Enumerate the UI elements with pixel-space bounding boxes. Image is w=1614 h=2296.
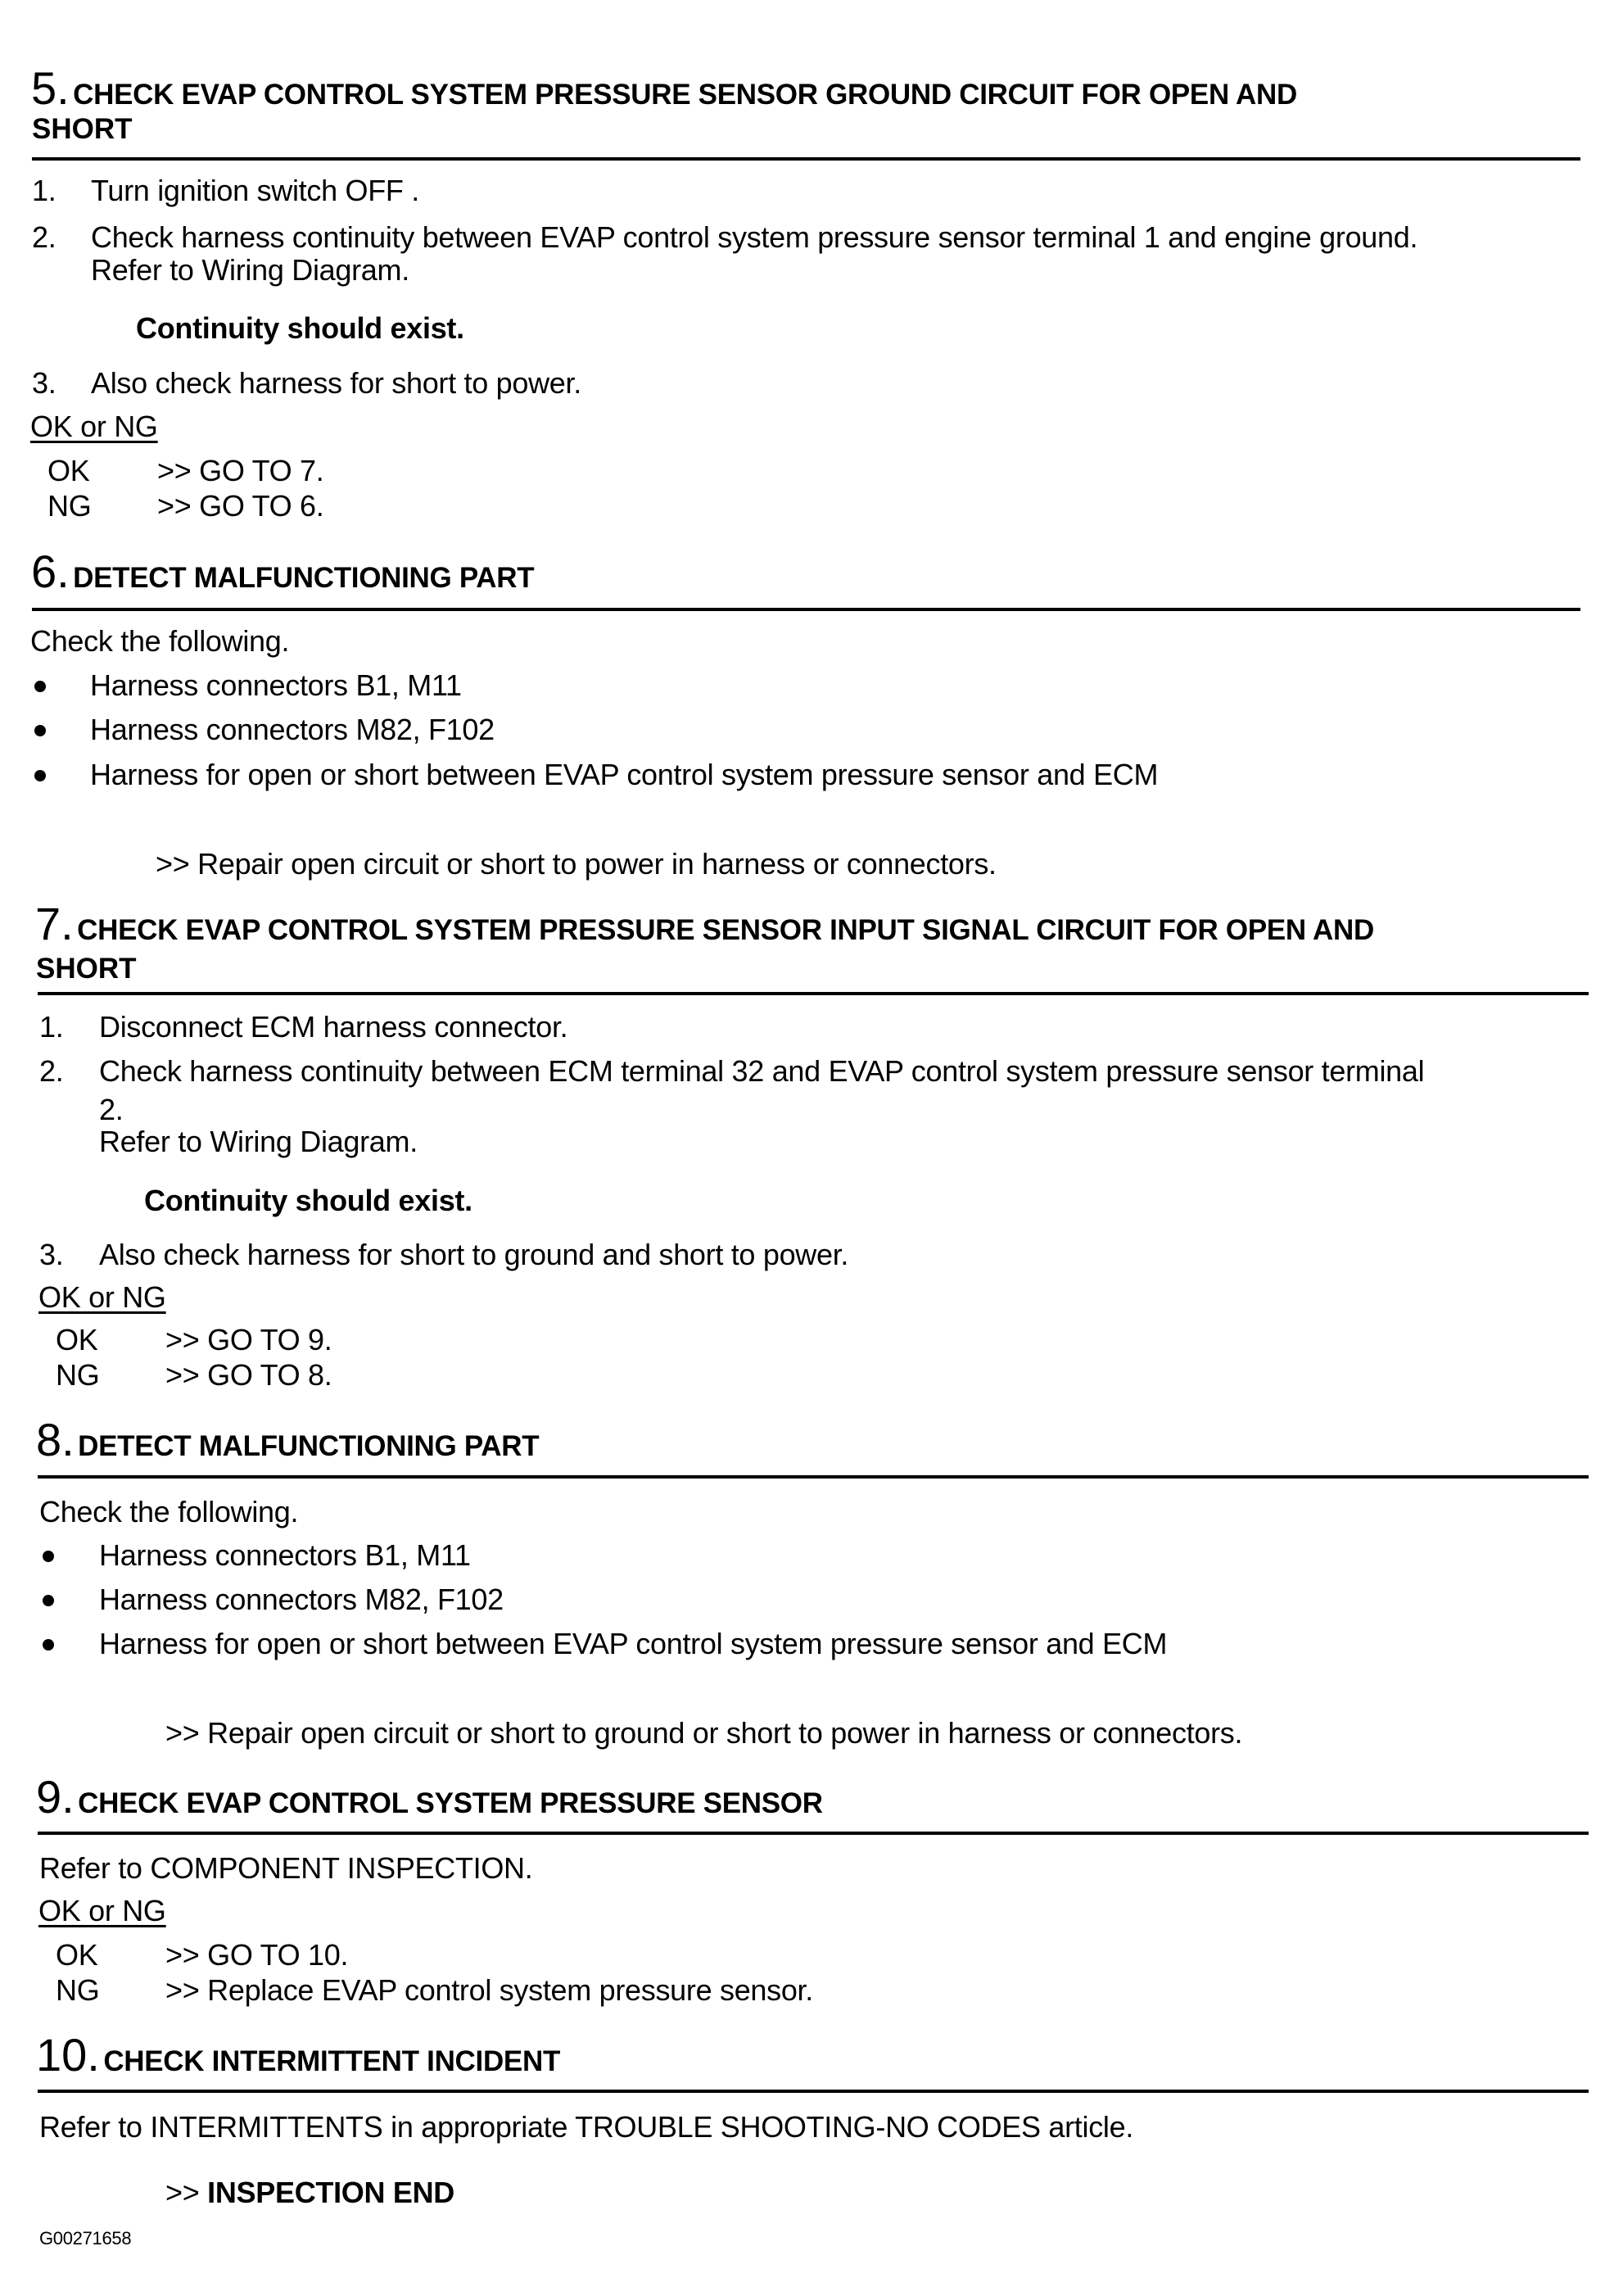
- ok-or-ng-label: OK or NG: [38, 1894, 166, 1927]
- ng-label: NG: [56, 1358, 100, 1392]
- repair-action: >> Repair open circuit or short to power in harness or connectors.: [156, 847, 997, 881]
- bullet-icon: [43, 1595, 54, 1606]
- step-item: Also check harness for short to power.: [91, 366, 581, 400]
- ok-action: >> GO TO 9.: [165, 1323, 332, 1356]
- divider: [38, 992, 1589, 995]
- bullet-icon: [43, 1639, 54, 1651]
- step-item: 2.: [99, 1093, 124, 1126]
- repair-action: >> Repair open circuit or short to ground or short to power in harness or connectors.: [165, 1716, 1243, 1750]
- list-item: Harness for open or short between EVAP control system pressure sensor and ECM: [99, 1627, 1168, 1660]
- item-number: 1.: [32, 174, 57, 207]
- list-item: Harness connectors B1, M11: [99, 1538, 471, 1572]
- ok-label: OK: [56, 1323, 98, 1356]
- bullet-icon: [34, 681, 46, 692]
- step-item: Also check harness for short to ground and short to power.: [99, 1238, 849, 1271]
- step-9-heading: 9. CHECK EVAP CONTROL SYSTEM PRESSURE SENSOR: [36, 1771, 823, 1823]
- step-10-heading: 10. CHECK INTERMITTENT INCIDENT: [36, 2029, 561, 2081]
- item-number: 2.: [39, 1054, 64, 1088]
- item-number: 3.: [32, 366, 57, 400]
- divider: [32, 608, 1580, 611]
- divider: [38, 1475, 1589, 1479]
- divider: [32, 157, 1580, 161]
- step-7-heading-cont: SHORT: [36, 953, 137, 985]
- divider: [38, 1832, 1589, 1835]
- ok-or-ng-label: OK or NG: [30, 410, 158, 443]
- list-item: Harness for open or short between EVAP control system pressure sensor and ECM: [90, 758, 1159, 791]
- step-7-heading: 7. CHECK EVAP CONTROL SYSTEM PRESSURE SENSOR INPUT SIGNAL CIRCUIT FOR OPEN AND: [35, 898, 1374, 949]
- bullet-icon: [34, 725, 46, 736]
- list-item: Harness connectors M82, F102: [99, 1583, 504, 1616]
- ng-label: NG: [56, 1973, 100, 2007]
- divider: [38, 2090, 1589, 2093]
- step-5-heading: 5. CHECK EVAP CONTROL SYSTEM PRESSURE SENSOR GROUND CIRCUIT FOR OPEN AND: [31, 62, 1297, 114]
- list-item: Harness connectors B1, M11: [90, 668, 462, 702]
- ok-or-ng-label: OK or NG: [38, 1280, 166, 1314]
- ok-action: >> GO TO 7.: [157, 454, 324, 487]
- figure-id: G00271658: [39, 2228, 132, 2248]
- step-item: Refer to Wiring Diagram.: [91, 253, 409, 287]
- ok-label: OK: [47, 454, 90, 487]
- step-6-heading: 6. DETECT MALFUNCTIONING PART: [31, 546, 535, 597]
- intro-text: Refer to INTERMITTENTS in appropriate TROUBLE SHOOTING-NO CODES article.: [39, 2110, 1134, 2144]
- item-number: 3.: [39, 1238, 64, 1271]
- ok-action: >> GO TO 10.: [165, 1938, 349, 1972]
- intro-text: Check the following.: [30, 624, 290, 658]
- intro-text: Refer to COMPONENT INSPECTION.: [39, 1851, 533, 1885]
- spec-note: Continuity should exist.: [144, 1184, 472, 1217]
- step-item: Refer to Wiring Diagram.: [99, 1125, 418, 1158]
- end-action: >> INSPECTION END: [165, 2176, 454, 2209]
- step-item: Check harness continuity between ECM terminal 32 and EVAP control system pressure sensor terminal: [99, 1054, 1425, 1088]
- ng-action: >> Replace EVAP control system pressure sensor.: [165, 1973, 813, 2007]
- item-number: 2.: [32, 220, 57, 254]
- step-item: Disconnect ECM harness connector.: [99, 1010, 568, 1044]
- bullet-icon: [43, 1551, 54, 1562]
- bullet-icon: [34, 770, 46, 781]
- step-8-heading: 8. DETECT MALFUNCTIONING PART: [36, 1414, 540, 1465]
- list-item: Harness connectors M82, F102: [90, 713, 495, 746]
- spec-note: Continuity should exist.: [136, 311, 464, 345]
- ng-action: >> GO TO 6.: [157, 489, 324, 523]
- ng-action: >> GO TO 8.: [165, 1358, 332, 1392]
- intro-text: Check the following.: [39, 1495, 299, 1528]
- step-item: Check harness continuity between EVAP control system pressure sensor terminal 1 and engine ground.: [91, 220, 1418, 254]
- ng-label: NG: [47, 489, 92, 523]
- ok-label: OK: [56, 1938, 98, 1972]
- step-5-heading-cont: SHORT: [32, 113, 133, 145]
- step-item: Turn ignition switch OFF .: [91, 174, 419, 207]
- item-number: 1.: [39, 1010, 64, 1044]
